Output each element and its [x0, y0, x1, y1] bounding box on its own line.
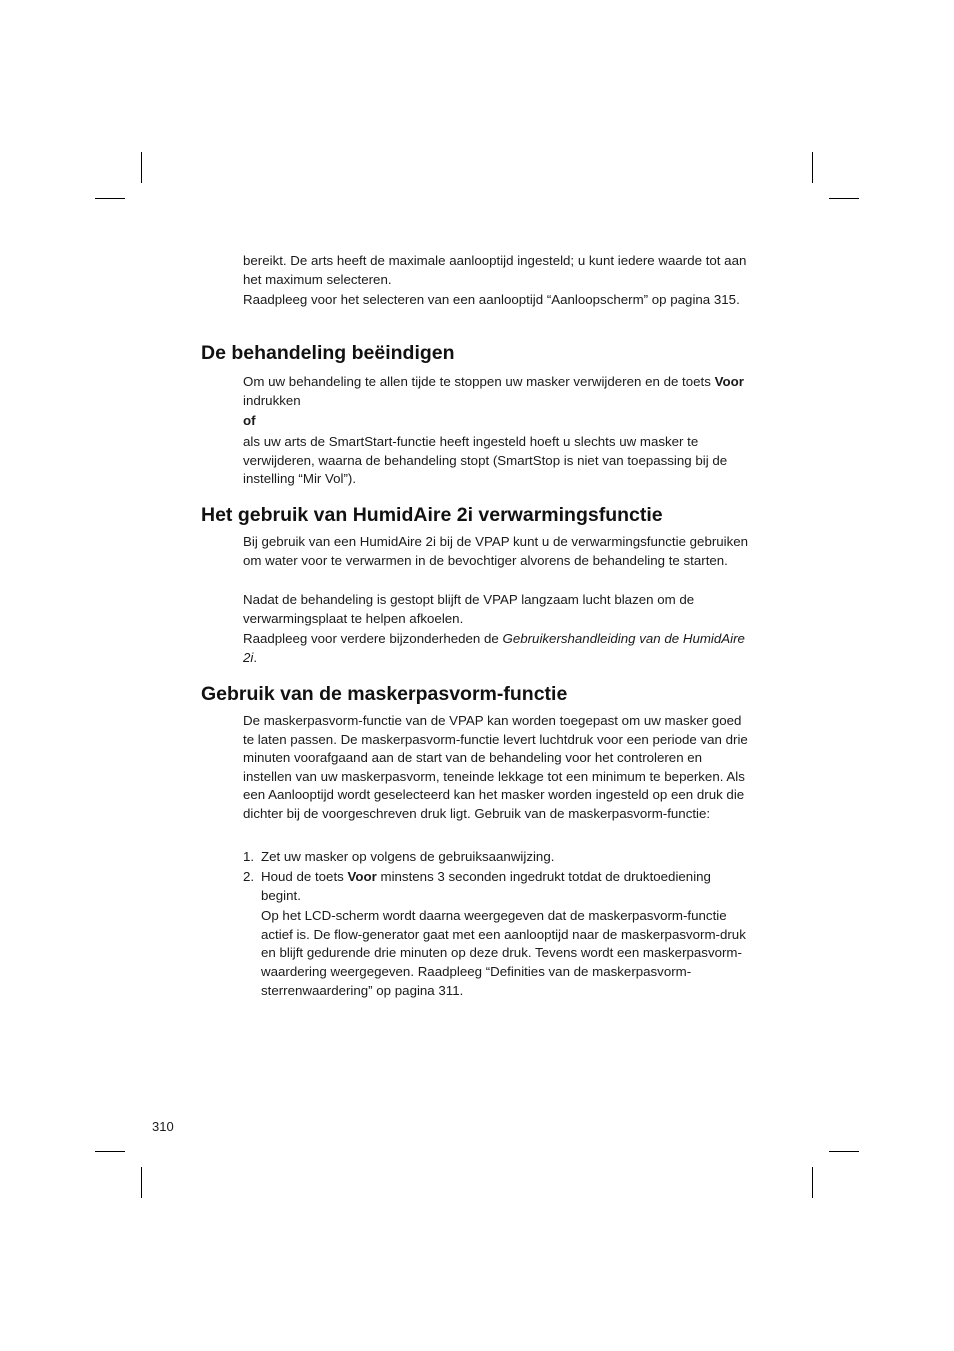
crop-mark-top-right-vertical — [812, 152, 813, 183]
step2-text-end: minstens 3 seconden ingedrukt totdat de druktoediening begint. — [261, 869, 711, 903]
crop-mark-bottom-left-horizontal — [95, 1151, 125, 1152]
section-heading-behandeling-beeindigen: De behandeling beëindigen — [201, 342, 455, 364]
crop-mark-bottom-left-vertical — [141, 1167, 142, 1198]
section1-or — [243, 412, 753, 431]
manual-title: Gebruikershandleiding van de HumidAire 2i — [243, 631, 745, 665]
section2-paragraph-3 — [243, 630, 753, 667]
section2-paragraph-1: Bij gebruik van een HumidAire 2i bij de VPAP kunt u de verwarmingsfunctie gebruiken om water voor te verwarmen in de bevochtiger alvorens de behandeling te starten. — [243, 534, 749, 568]
step2-text: Houd de toets — [261, 869, 348, 884]
crop-mark-top-right-horizontal — [829, 198, 859, 199]
section-heading-maskerpasvorm: Gebruik van de maskerpasvorm-functie — [201, 683, 568, 705]
crop-mark-top-left-horizontal — [95, 198, 125, 199]
voor-key-label: Voor — [347, 869, 377, 884]
list-number: 2. — [243, 869, 255, 884]
list-number: 1. — [243, 849, 255, 864]
crop-mark-bottom-right-horizontal — [829, 1151, 859, 1152]
list-item-text: Zet uw masker op volgens de gebruiksaanwijzing. — [261, 849, 555, 864]
section2-p3-text: Raadpleeg voor verdere bijzonderheden de — [243, 631, 503, 646]
section2-p3-end: . — [253, 649, 258, 665]
section1-paragraph-2: als uw arts de SmartStart-functie heeft ingesteld hoeft u slechts uw masker te verwijderen, waarna de behandeling stopt (SmartStop is niet van toepassing bij de instelling “Mir Vol”). — [243, 434, 728, 487]
section-heading-humidaire: Het gebruik van HumidAire 2i verwarmingsfunctie — [201, 504, 663, 526]
step2-extra-text: Op het LCD-scherm wordt daarna weergegeven dat de maskerpasvorm-functie actief is. De flow-generator gaat met een aanlooptijd naar de maskerpasvorm-druk en blijft gedurende drie minuten op deze druk. Tevens wordt een maskerpasvorm-waardering weergegeven. Raadpleeg “Definities van de maskerpasvorm-sterrenwaardering” op pagina 311. — [261, 908, 746, 998]
intro-paragraph-1: bereikt. De arts heeft de maximale aanlooptijd ingesteld; u kunt iedere waarde tot aan het maximum selecteren. — [243, 253, 747, 287]
crop-mark-bottom-right-vertical — [812, 1167, 813, 1198]
page-number: 310 — [152, 1119, 174, 1134]
intro-paragraph-2: Raadpleeg voor het selecteren van een aanlooptijd “Aanloopscherm” op pagina 315. — [243, 292, 740, 307]
list-item-text — [261, 868, 753, 905]
list-item — [243, 848, 753, 867]
voor-key-label: Voor — [714, 374, 744, 389]
section1-p1-text: Om uw behandeling te allen tijde te stoppen uw masker verwijderen en de toets — [243, 374, 715, 389]
section1-p1-text-end: indrukken — [243, 392, 301, 408]
section2-paragraph-2: Nadat de behandeling is gestopt blijft de VPAP langzaam lucht blazen om de verwarmingsplaat te helpen afkoelen. — [243, 592, 695, 626]
list-item — [243, 868, 753, 1000]
or-label: of — [243, 413, 256, 428]
section1-paragraph-1 — [243, 373, 753, 410]
crop-mark-top-left-vertical — [141, 152, 142, 183]
section3-paragraph-1: De maskerpasvorm-functie van de VPAP kan worden toegepast om uw masker goed te laten passen. De maskerpasvorm-functie levert luchtdruk voor een periode van drie minuten voorafgaand aan de start van de behandeling voor het controleren en instellen van uw maskerpasvorm, teneinde lekkage tot een minimum te beperken. Als een Aanlooptijd wordt geselecteerd kan het masker worden ingesteld op een druk die dichter bij de voorgeschreven druk ligt. Gebruik van de maskerpasvorm-functie: — [243, 713, 748, 821]
